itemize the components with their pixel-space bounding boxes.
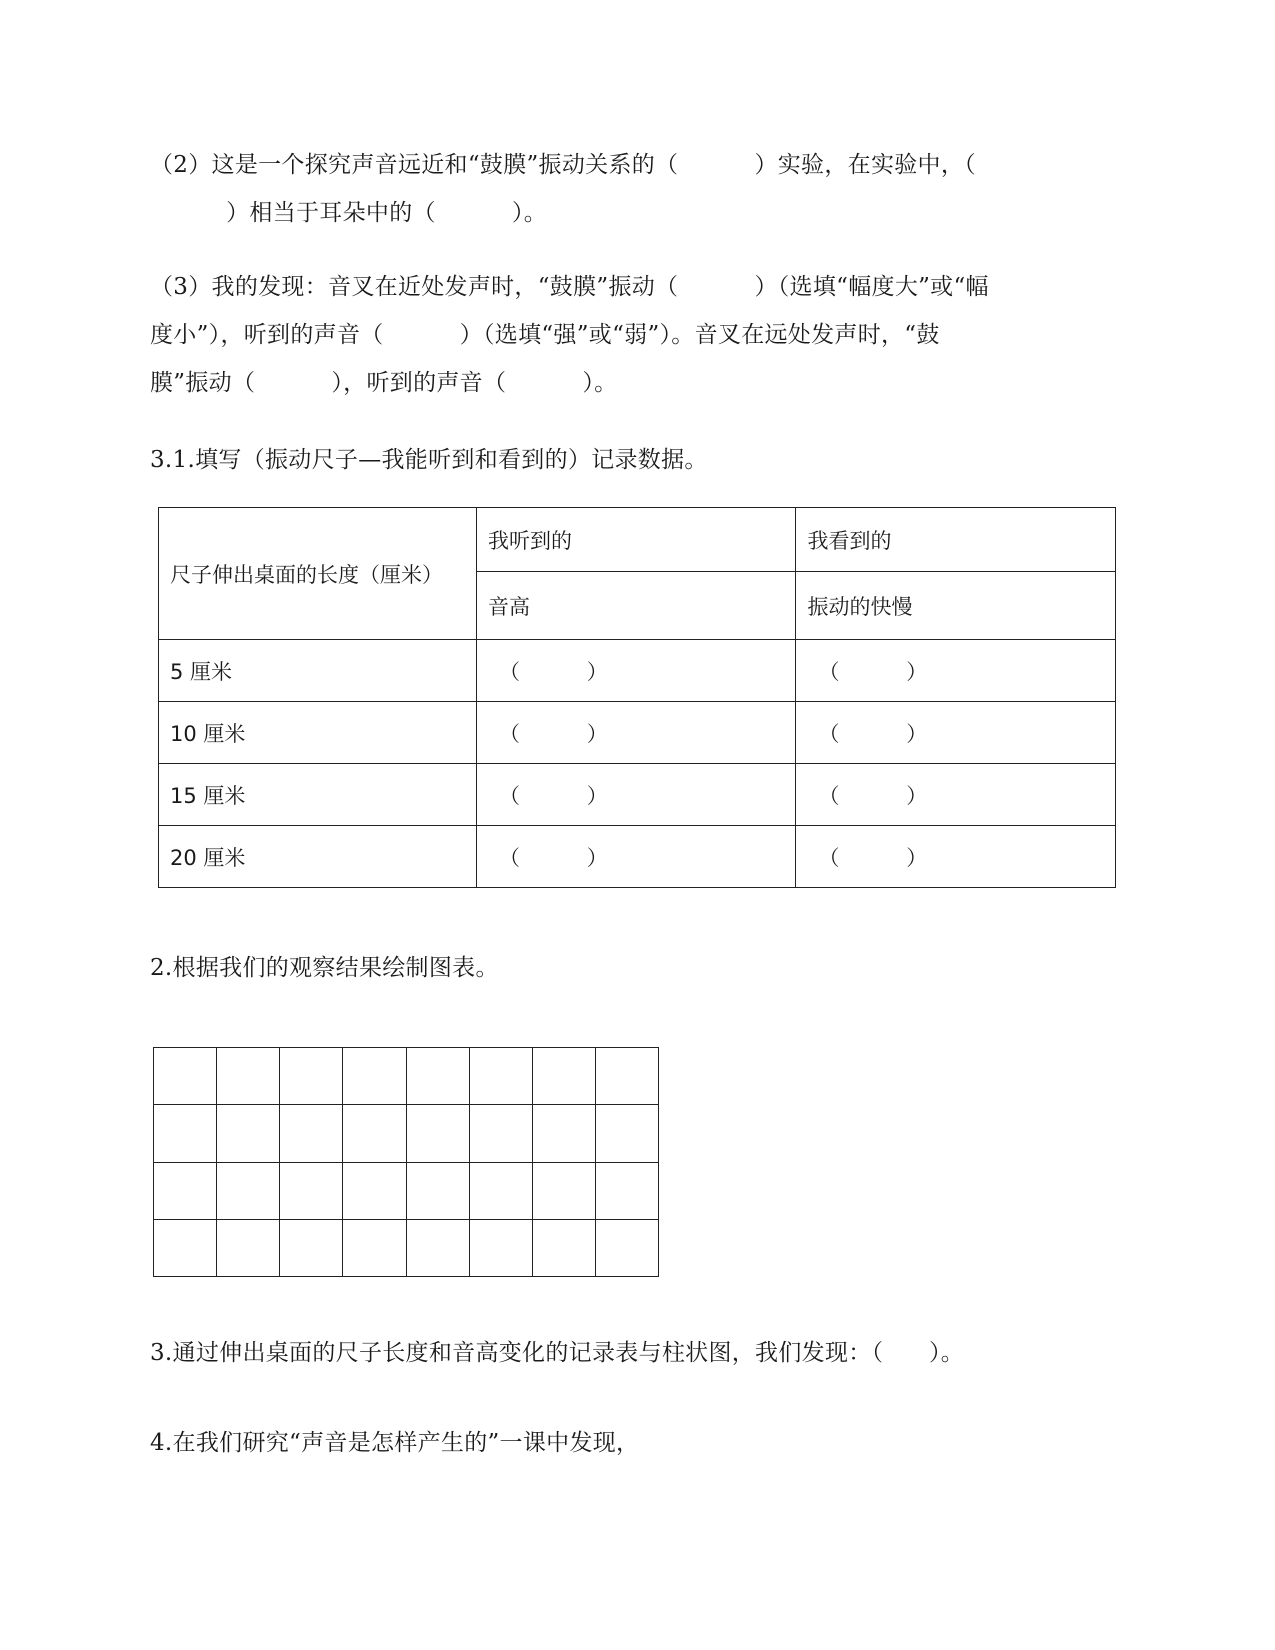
grid-cell[interactable] xyxy=(532,1105,595,1162)
subheader-pitch: 音高 xyxy=(476,572,796,640)
grid-cell[interactable] xyxy=(280,1048,343,1105)
grid-cell[interactable] xyxy=(280,1219,343,1276)
cell-length: 10 厘米 xyxy=(159,702,477,764)
grid-cell[interactable] xyxy=(595,1105,658,1162)
question-3-line-1: （3）我的发现：音叉在近处发声时，“鼓膜”振动（ ）（选填“幅度大”或“幅 xyxy=(150,274,989,300)
table-header-row xyxy=(159,508,1116,572)
question-3-line-3: 膜”振动（ ），听到的声音（ ）。 xyxy=(150,370,618,396)
grid-cell[interactable] xyxy=(343,1048,406,1105)
grid-cell[interactable] xyxy=(217,1162,280,1219)
grid-cell[interactable] xyxy=(595,1162,658,1219)
cell-pitch-blank[interactable]: （ ） xyxy=(476,640,796,702)
question-2-chart-title: 2.根据我们的观察结果绘制图表。 xyxy=(150,955,499,981)
cell-length: 15 厘米 xyxy=(159,764,477,826)
ruler-vibration-record-table xyxy=(158,507,1116,888)
grid-cell[interactable] xyxy=(217,1105,280,1162)
cell-speed-blank[interactable]: （ ） xyxy=(796,764,1116,826)
cell-length: 20 厘米 xyxy=(159,826,477,888)
question-3-findings: 3.通过伸出桌面的尺子长度和音高变化的记录表与柱状图，我们发现：（ ）。 xyxy=(150,1340,965,1366)
grid-cell[interactable] xyxy=(280,1162,343,1219)
grid-cell[interactable] xyxy=(154,1219,217,1276)
grid-cell[interactable] xyxy=(406,1048,469,1105)
table-row xyxy=(159,640,1116,702)
grid-cell[interactable] xyxy=(532,1219,595,1276)
grid-cell[interactable] xyxy=(469,1162,532,1219)
grid-cell[interactable] xyxy=(406,1219,469,1276)
grid-cell[interactable] xyxy=(343,1162,406,1219)
blank-chart-grid[interactable] xyxy=(153,1047,659,1277)
table-row xyxy=(159,702,1116,764)
cell-pitch-blank[interactable]: （ ） xyxy=(476,702,796,764)
grid-cell[interactable] xyxy=(217,1048,280,1105)
grid-cell[interactable] xyxy=(406,1162,469,1219)
header-ruler-length: 尺子伸出桌面的长度（厘米） xyxy=(159,508,477,640)
grid-cell[interactable] xyxy=(469,1048,532,1105)
question-2-line-1: （2）这是一个探究声音远近和“鼓膜”振动关系的（ ）实验，在实验中，（ xyxy=(150,152,976,178)
grid-cell[interactable] xyxy=(154,1048,217,1105)
cell-speed-blank[interactable]: （ ） xyxy=(796,702,1116,764)
header-heard: 我听到的 xyxy=(476,508,796,572)
cell-length: 5 厘米 xyxy=(159,640,477,702)
grid-cell[interactable] xyxy=(154,1105,217,1162)
grid-cell[interactable] xyxy=(595,1048,658,1105)
grid-cell[interactable] xyxy=(154,1162,217,1219)
cell-speed-blank[interactable]: （ ） xyxy=(796,826,1116,888)
grid-cell[interactable] xyxy=(217,1219,280,1276)
grid-cell[interactable] xyxy=(595,1219,658,1276)
cell-pitch-blank[interactable]: （ ） xyxy=(476,826,796,888)
table-row xyxy=(159,826,1116,888)
grid-cell[interactable] xyxy=(280,1105,343,1162)
grid-cell[interactable] xyxy=(532,1162,595,1219)
grid-cell[interactable] xyxy=(406,1105,469,1162)
question-2-line-2: ）相当于耳朵中的（ ）。 xyxy=(150,200,548,226)
table-row xyxy=(159,764,1116,826)
cell-speed-blank[interactable]: （ ） xyxy=(796,640,1116,702)
subheader-vibration-speed: 振动的快慢 xyxy=(796,572,1116,640)
question-3-line-2: 度小”），听到的声音（ ）（选填“强”或“弱”）。音叉在远处发声时，“鼓 xyxy=(150,322,940,348)
grid-cell[interactable] xyxy=(469,1105,532,1162)
question-4-text: 4.在我们研究“声音是怎样产生的”一课中发现， xyxy=(150,1430,640,1456)
section-3-1-title: 3.1.填写（振动尺子—我能听到和看到的）记录数据。 xyxy=(150,447,708,473)
grid-cell[interactable] xyxy=(532,1048,595,1105)
grid-cell[interactable] xyxy=(343,1219,406,1276)
grid-cell[interactable] xyxy=(343,1105,406,1162)
header-seen: 我看到的 xyxy=(796,508,1116,572)
cell-pitch-blank[interactable]: （ ） xyxy=(476,764,796,826)
grid-cell[interactable] xyxy=(469,1219,532,1276)
